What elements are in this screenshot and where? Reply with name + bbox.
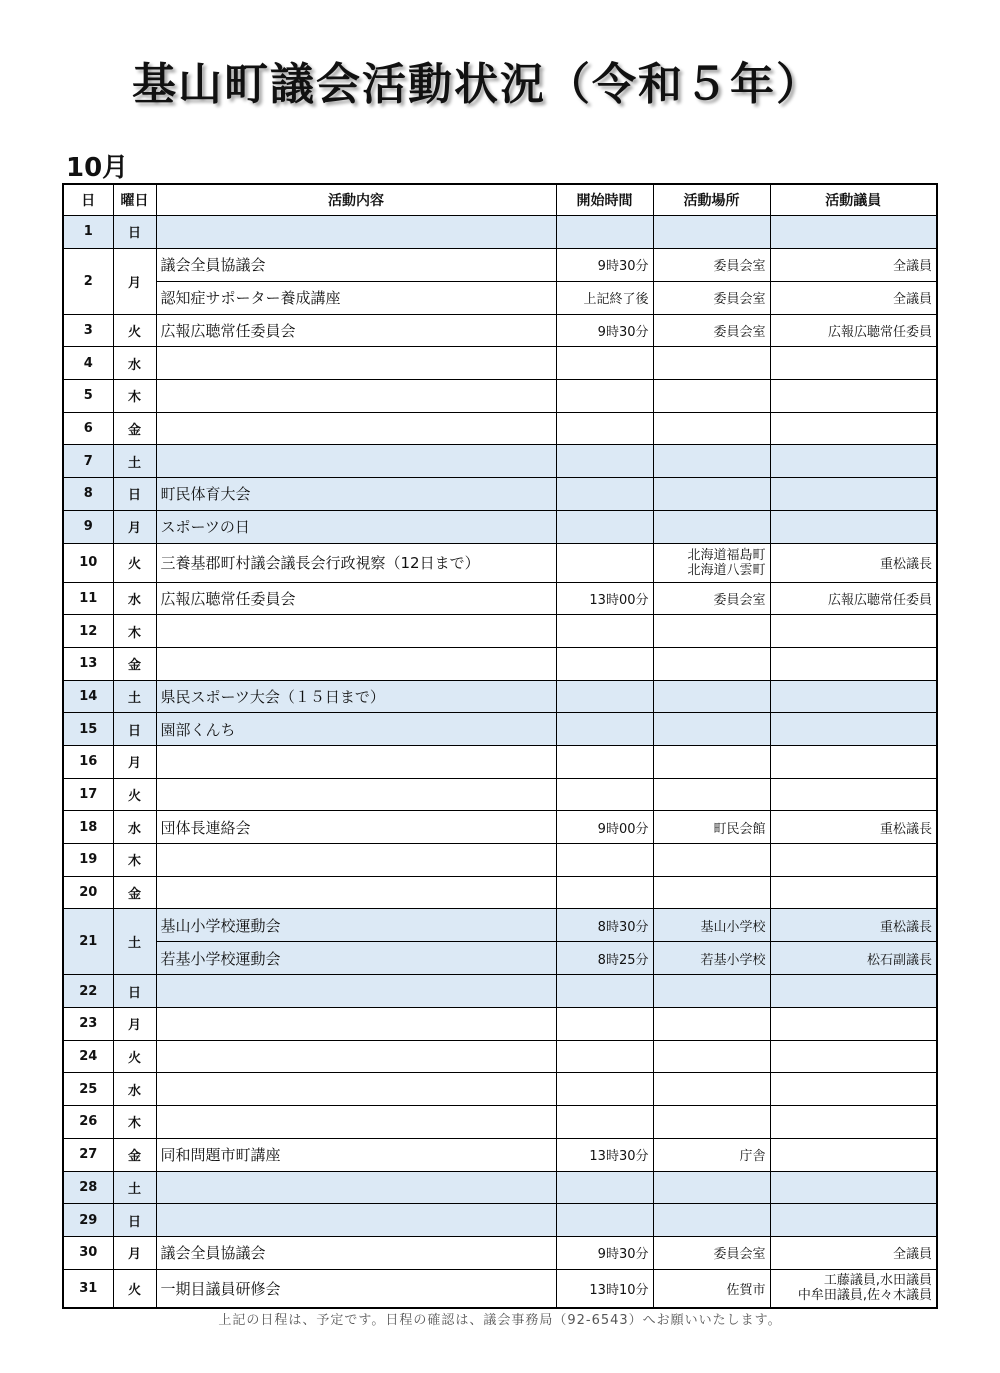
place-cell: 町民会館 <box>653 811 770 844</box>
day-cell: 5 <box>63 380 113 413</box>
weekday-cell: 金 <box>113 876 156 909</box>
table-row <box>63 445 937 478</box>
weekday-cell: 土 <box>113 680 156 713</box>
members-cell: 広報広聴常任委員 <box>770 582 937 615</box>
members-cell <box>770 1008 937 1041</box>
table-row <box>63 216 937 249</box>
page-title: 基山町議会活動状況（令和５年） <box>132 59 822 110</box>
weekday-cell: 日 <box>113 1204 156 1237</box>
weekday-cell: 日 <box>113 713 156 746</box>
place-cell: 委員会室 <box>653 582 770 615</box>
members-cell: 全議員 <box>770 1236 937 1269</box>
members-cell: 重松議長 <box>770 543 937 582</box>
activity-cell: 町民体育大会 <box>156 478 556 511</box>
table-row <box>63 615 937 648</box>
activity-cell <box>156 445 556 478</box>
activity-cell <box>156 975 556 1008</box>
weekday-cell: 火 <box>113 314 156 347</box>
place-cell: 委員会室 <box>653 1236 770 1269</box>
place-cell <box>653 975 770 1008</box>
start-time-cell: 13時10分 <box>556 1269 653 1308</box>
table-row <box>63 909 937 942</box>
day-cell: 9 <box>63 510 113 543</box>
start-time-cell <box>556 1204 653 1237</box>
members-cell <box>770 778 937 811</box>
footer-note: 上記の日程は、予定です。日程の確認は、議会事務局（92-6543）へお願いいたします。 <box>218 1313 782 1328</box>
weekday-cell: 木 <box>113 380 156 413</box>
start-time-cell <box>556 216 653 249</box>
members-cell <box>770 844 937 877</box>
day-cell: 28 <box>63 1171 113 1204</box>
table-row <box>63 1269 937 1308</box>
table-row <box>63 412 937 445</box>
table-row <box>63 478 937 511</box>
day-cell: 27 <box>63 1138 113 1171</box>
members-cell <box>770 1138 937 1171</box>
weekday-cell: 月 <box>113 510 156 543</box>
activity-cell <box>156 615 556 648</box>
start-time-cell <box>556 844 653 877</box>
activity-cell: 団体長連絡会 <box>156 811 556 844</box>
members-cell <box>770 412 937 445</box>
start-time-cell <box>556 713 653 746</box>
start-time-cell: 9時30分 <box>556 314 653 347</box>
members-cell <box>770 745 937 778</box>
members-cell: 重松議長 <box>770 909 937 942</box>
start-time-cell <box>556 1073 653 1106</box>
table-row <box>63 811 937 844</box>
activity-cell <box>156 1040 556 1073</box>
day-cell: 2 <box>63 248 113 314</box>
place-cell <box>653 445 770 478</box>
weekday-cell: 土 <box>113 1171 156 1204</box>
table-row <box>63 647 937 680</box>
activity-cell: 県民スポーツ大会（１５日まで） <box>156 680 556 713</box>
place-cell <box>653 1204 770 1237</box>
start-time-cell: 9時00分 <box>556 811 653 844</box>
day-cell: 10 <box>63 543 113 582</box>
place-cell <box>653 380 770 413</box>
weekday-cell: 月 <box>113 248 156 314</box>
day-cell: 16 <box>63 745 113 778</box>
start-time-cell <box>556 445 653 478</box>
start-time-cell <box>556 745 653 778</box>
weekday-cell: 火 <box>113 1040 156 1073</box>
weekday-cell: 月 <box>113 1008 156 1041</box>
activity-cell: 議会全員協議会 <box>156 248 556 281</box>
start-time-cell <box>556 1040 653 1073</box>
activity-cell <box>156 1073 556 1106</box>
start-time-cell <box>556 380 653 413</box>
table-row <box>63 380 937 413</box>
members-cell <box>770 347 937 380</box>
members-cell <box>770 876 937 909</box>
header-day: 日 <box>63 184 113 216</box>
activity-cell <box>156 647 556 680</box>
start-time-cell <box>556 778 653 811</box>
activity-cell <box>156 778 556 811</box>
activity-cell: 広報広聴常任委員会 <box>156 314 556 347</box>
activity-cell <box>156 1008 556 1041</box>
activity-cell <box>156 412 556 445</box>
place-cell <box>653 216 770 249</box>
activity-cell: 園部くんち <box>156 713 556 746</box>
weekday-cell: 日 <box>113 216 156 249</box>
day-cell: 30 <box>63 1236 113 1269</box>
start-time-cell <box>556 615 653 648</box>
table-row <box>63 680 937 713</box>
place-cell: 北海道福島町 北海道八雲町 <box>653 543 770 582</box>
weekday-cell: 日 <box>113 975 156 1008</box>
day-cell: 1 <box>63 216 113 249</box>
start-time-cell: 9時30分 <box>556 248 653 281</box>
start-time-cell <box>556 347 653 380</box>
place-cell <box>653 1040 770 1073</box>
table-row <box>63 942 937 975</box>
table-row <box>63 1236 937 1269</box>
weekday-cell: 水 <box>113 811 156 844</box>
start-time-cell: 上記終了後 <box>556 281 653 314</box>
weekday-cell: 金 <box>113 1138 156 1171</box>
place-cell <box>653 478 770 511</box>
start-time-cell <box>556 647 653 680</box>
table-header-row <box>63 184 937 216</box>
members-cell: 全議員 <box>770 281 937 314</box>
day-cell: 14 <box>63 680 113 713</box>
place-cell: 佐賀市 <box>653 1269 770 1308</box>
day-cell: 19 <box>63 844 113 877</box>
place-cell <box>653 510 770 543</box>
place-cell <box>653 844 770 877</box>
members-cell <box>770 975 937 1008</box>
day-cell: 23 <box>63 1008 113 1041</box>
place-cell: 庁舎 <box>653 1138 770 1171</box>
members-cell: 松石副議長 <box>770 942 937 975</box>
start-time-cell: 9時30分 <box>556 1236 653 1269</box>
header-place: 活動場所 <box>653 184 770 216</box>
weekday-cell: 月 <box>113 745 156 778</box>
weekday-cell: 水 <box>113 1073 156 1106</box>
place-cell <box>653 876 770 909</box>
table-row <box>63 1073 937 1106</box>
header-weekday: 曜日 <box>113 184 156 216</box>
members-cell: 工藤議員,水田議員 中牟田議員,佐々木議員 <box>770 1269 937 1308</box>
place-cell: 委員会室 <box>653 248 770 281</box>
day-cell: 12 <box>63 615 113 648</box>
activity-schedule-table <box>62 183 938 1309</box>
activity-cell: 認知症サポーター養成講座 <box>156 281 556 314</box>
members-cell <box>770 478 937 511</box>
header-activity: 活動内容 <box>156 184 556 216</box>
table-row <box>63 745 937 778</box>
activity-cell <box>156 347 556 380</box>
members-cell <box>770 510 937 543</box>
start-time-cell <box>556 680 653 713</box>
start-time-cell <box>556 1106 653 1139</box>
weekday-cell: 木 <box>113 1106 156 1139</box>
day-cell: 6 <box>63 412 113 445</box>
place-cell <box>653 778 770 811</box>
start-time-cell: 8時30分 <box>556 909 653 942</box>
day-cell: 3 <box>63 314 113 347</box>
members-cell: 全議員 <box>770 248 937 281</box>
place-cell <box>653 647 770 680</box>
activity-cell: 基山小学校運動会 <box>156 909 556 942</box>
table-row <box>63 248 937 281</box>
members-cell <box>770 680 937 713</box>
weekday-cell: 土 <box>113 445 156 478</box>
day-cell: 22 <box>63 975 113 1008</box>
members-cell: 重松議長 <box>770 811 937 844</box>
weekday-cell: 火 <box>113 1269 156 1308</box>
place-cell <box>653 745 770 778</box>
table-row <box>63 1008 937 1041</box>
table-row <box>63 1106 937 1139</box>
day-cell: 7 <box>63 445 113 478</box>
start-time-cell: 8時25分 <box>556 942 653 975</box>
activity-cell <box>156 745 556 778</box>
weekday-cell: 水 <box>113 347 156 380</box>
place-cell: 基山小学校 <box>653 909 770 942</box>
place-cell <box>653 1008 770 1041</box>
place-cell <box>653 347 770 380</box>
table-row <box>63 1171 937 1204</box>
table-row <box>63 778 937 811</box>
start-time-cell <box>556 1008 653 1041</box>
members-cell <box>770 380 937 413</box>
day-cell: 15 <box>63 713 113 746</box>
start-time-cell <box>556 510 653 543</box>
weekday-cell: 火 <box>113 543 156 582</box>
table-row <box>63 1204 937 1237</box>
activity-cell: 議会全員協議会 <box>156 1236 556 1269</box>
start-time-cell: 13時00分 <box>556 582 653 615</box>
weekday-cell: 月 <box>113 1236 156 1269</box>
activity-cell: スポーツの日 <box>156 510 556 543</box>
day-cell: 31 <box>63 1269 113 1308</box>
day-cell: 13 <box>63 647 113 680</box>
weekday-cell: 水 <box>113 582 156 615</box>
day-cell: 29 <box>63 1204 113 1237</box>
activity-cell: 広報広聴常任委員会 <box>156 582 556 615</box>
day-cell: 24 <box>63 1040 113 1073</box>
day-cell: 25 <box>63 1073 113 1106</box>
activity-cell: 若基小学校運動会 <box>156 942 556 975</box>
members-cell <box>770 713 937 746</box>
weekday-cell: 火 <box>113 778 156 811</box>
table-row <box>63 1040 937 1073</box>
members-cell <box>770 445 937 478</box>
activity-cell <box>156 216 556 249</box>
members-cell <box>770 647 937 680</box>
start-time-cell <box>556 543 653 582</box>
members-cell: 広報広聴常任委員 <box>770 314 937 347</box>
table-row <box>63 876 937 909</box>
weekday-cell: 土 <box>113 909 156 975</box>
place-cell <box>653 713 770 746</box>
members-cell <box>770 1171 937 1204</box>
members-cell <box>770 1073 937 1106</box>
activity-cell: 三養基郡町村議会議長会行政視察（12日まで） <box>156 543 556 582</box>
activity-cell <box>156 844 556 877</box>
table-row <box>63 347 937 380</box>
day-cell: 26 <box>63 1106 113 1139</box>
day-cell: 8 <box>63 478 113 511</box>
members-cell <box>770 1040 937 1073</box>
table-row <box>63 281 937 314</box>
place-cell: 委員会室 <box>653 314 770 347</box>
table-row <box>63 975 937 1008</box>
start-time-cell <box>556 1171 653 1204</box>
activity-cell: 一期目議員研修会 <box>156 1269 556 1308</box>
place-cell: 委員会室 <box>653 281 770 314</box>
weekday-cell: 日 <box>113 478 156 511</box>
table-row <box>63 510 937 543</box>
activity-cell <box>156 1171 556 1204</box>
table-row <box>63 314 937 347</box>
members-cell <box>770 1204 937 1237</box>
members-cell <box>770 216 937 249</box>
place-cell <box>653 412 770 445</box>
place-cell: 若基小学校 <box>653 942 770 975</box>
activity-cell <box>156 1106 556 1139</box>
day-cell: 17 <box>63 778 113 811</box>
activity-cell <box>156 876 556 909</box>
place-cell <box>653 615 770 648</box>
day-cell: 4 <box>63 347 113 380</box>
header-members: 活動議員 <box>770 184 937 216</box>
start-time-cell <box>556 975 653 1008</box>
table-body <box>63 216 937 1309</box>
activity-cell <box>156 1204 556 1237</box>
place-cell <box>653 1171 770 1204</box>
table-row <box>63 1138 937 1171</box>
table-row <box>63 713 937 746</box>
day-cell: 11 <box>63 582 113 615</box>
month-heading: 10月 <box>66 153 129 183</box>
weekday-cell: 木 <box>113 844 156 877</box>
start-time-cell <box>556 876 653 909</box>
weekday-cell: 金 <box>113 647 156 680</box>
activity-cell: 同和問題市町講座 <box>156 1138 556 1171</box>
place-cell <box>653 680 770 713</box>
header-start-time: 開始時間 <box>556 184 653 216</box>
table-row <box>63 543 937 582</box>
table-row <box>63 844 937 877</box>
weekday-cell: 金 <box>113 412 156 445</box>
place-cell <box>653 1106 770 1139</box>
day-cell: 18 <box>63 811 113 844</box>
activity-cell <box>156 380 556 413</box>
members-cell <box>770 615 937 648</box>
table-row <box>63 582 937 615</box>
start-time-cell: 13時30分 <box>556 1138 653 1171</box>
start-time-cell <box>556 478 653 511</box>
weekday-cell: 木 <box>113 615 156 648</box>
day-cell: 20 <box>63 876 113 909</box>
place-cell <box>653 1073 770 1106</box>
day-cell: 21 <box>63 909 113 975</box>
start-time-cell <box>556 412 653 445</box>
members-cell <box>770 1106 937 1139</box>
